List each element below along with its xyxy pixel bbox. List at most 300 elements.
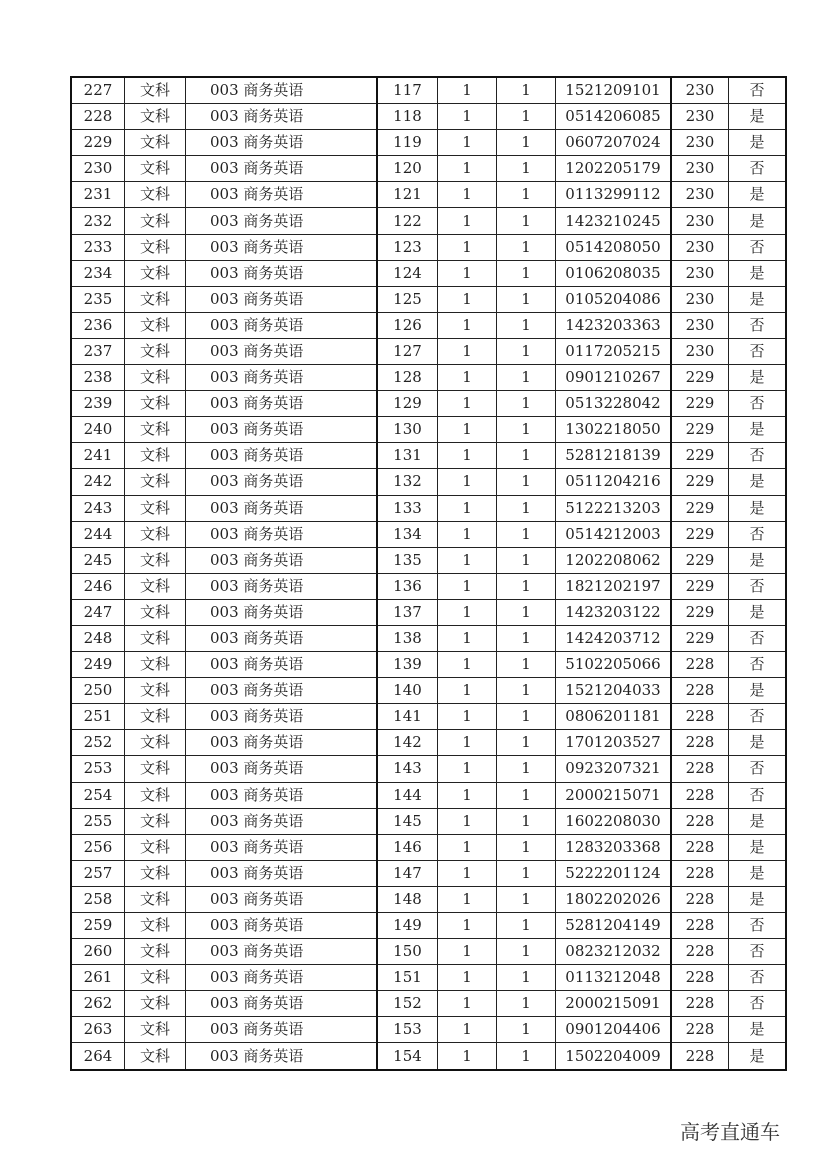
cell-col5: 1 [438,365,497,391]
subject-category: 文科 [125,913,186,939]
flag: 否 [729,913,787,939]
score: 228 [671,730,729,756]
candidate-id: 5122213203 [556,495,672,521]
major: 003 商务英语 [186,104,378,130]
subject-category: 文科 [125,782,186,808]
candidate-id: 0513228042 [556,391,672,417]
cell-col6: 1 [497,599,556,625]
row-number: 248 [71,625,125,651]
score: 230 [671,260,729,286]
subject-category: 文科 [125,469,186,495]
row-number: 236 [71,312,125,338]
major: 003 商务英语 [186,782,378,808]
cell-col6: 1 [497,156,556,182]
cell-col5: 1 [438,469,497,495]
cell-col6: 1 [497,678,556,704]
row-number: 259 [71,913,125,939]
candidate-id: 0901210267 [556,365,672,391]
major-rank: 125 [377,286,438,312]
cell-col5: 1 [438,443,497,469]
major-rank: 154 [377,1043,438,1070]
cell-col5: 1 [438,521,497,547]
row-number: 256 [71,834,125,860]
major-rank: 149 [377,913,438,939]
major-rank: 143 [377,756,438,782]
major: 003 商务英语 [186,573,378,599]
score: 229 [671,365,729,391]
subject-category: 文科 [125,521,186,547]
cell-col5: 1 [438,547,497,573]
cell-col5: 1 [438,391,497,417]
score: 228 [671,939,729,965]
major-rank: 136 [377,573,438,599]
row-number: 246 [71,573,125,599]
cell-col5: 1 [438,573,497,599]
flag: 否 [729,652,787,678]
table-row [71,234,786,260]
major: 003 商务英语 [186,730,378,756]
row-number: 260 [71,939,125,965]
score: 228 [671,913,729,939]
subject-category: 文科 [125,77,186,104]
flag: 否 [729,756,787,782]
major-rank: 134 [377,521,438,547]
flag: 否 [729,625,787,651]
major-rank: 146 [377,834,438,860]
subject-category: 文科 [125,365,186,391]
cell-col6: 1 [497,625,556,651]
cell-col5: 1 [438,286,497,312]
flag: 否 [729,965,787,991]
cell-col5: 1 [438,208,497,234]
cell-col6: 1 [497,234,556,260]
cell-col5: 1 [438,260,497,286]
cell-col5: 1 [438,913,497,939]
table-row [71,130,786,156]
table-row [71,156,786,182]
subject-category: 文科 [125,130,186,156]
subject-category: 文科 [125,808,186,834]
cell-col6: 1 [497,573,556,599]
major: 003 商务英语 [186,365,378,391]
cell-col6: 1 [497,312,556,338]
candidate-id: 1521204033 [556,678,672,704]
major-rank: 130 [377,417,438,443]
major-rank: 120 [377,156,438,182]
row-number: 242 [71,469,125,495]
score: 229 [671,521,729,547]
flag: 是 [729,182,787,208]
row-number: 237 [71,338,125,364]
cell-col6: 1 [497,991,556,1017]
subject-category: 文科 [125,860,186,886]
candidate-id: 0806201181 [556,704,672,730]
subject-category: 文科 [125,991,186,1017]
cell-col5: 1 [438,104,497,130]
flag: 否 [729,704,787,730]
cell-col5: 1 [438,417,497,443]
table-row [71,860,786,886]
subject-category: 文科 [125,704,186,730]
major: 003 商务英语 [186,965,378,991]
flag: 是 [729,886,787,912]
major: 003 商务英语 [186,808,378,834]
row-number: 243 [71,495,125,521]
flag: 否 [729,156,787,182]
cell-col5: 1 [438,652,497,678]
cell-col6: 1 [497,286,556,312]
score: 229 [671,573,729,599]
candidate-id: 0113212048 [556,965,672,991]
cell-col6: 1 [497,495,556,521]
subject-category: 文科 [125,1043,186,1070]
cell-col5: 1 [438,756,497,782]
score: 228 [671,860,729,886]
major: 003 商务英语 [186,208,378,234]
cell-col6: 1 [497,913,556,939]
major-rank: 140 [377,678,438,704]
row-number: 262 [71,991,125,1017]
flag: 是 [729,730,787,756]
major: 003 商务英语 [186,860,378,886]
row-number: 244 [71,521,125,547]
cell-col6: 1 [497,782,556,808]
score: 229 [671,417,729,443]
table-row [71,730,786,756]
subject-category: 文科 [125,338,186,364]
score: 230 [671,156,729,182]
cell-col6: 1 [497,130,556,156]
flag: 是 [729,678,787,704]
score: 230 [671,312,729,338]
row-number: 255 [71,808,125,834]
subject-category: 文科 [125,573,186,599]
row-number: 230 [71,156,125,182]
table-row [71,573,786,599]
table-row [71,1043,786,1070]
table-row [71,104,786,130]
table-row [71,77,786,104]
major: 003 商务英语 [186,312,378,338]
major-rank: 139 [377,652,438,678]
cell-col5: 1 [438,495,497,521]
major: 003 商务英语 [186,443,378,469]
row-number: 263 [71,1017,125,1043]
subject-category: 文科 [125,443,186,469]
flag: 是 [729,860,787,886]
flag: 否 [729,391,787,417]
subject-category: 文科 [125,652,186,678]
row-number: 254 [71,782,125,808]
major-rank: 118 [377,104,438,130]
row-number: 241 [71,443,125,469]
score: 229 [671,547,729,573]
subject-category: 文科 [125,234,186,260]
major: 003 商务英语 [186,913,378,939]
subject-category: 文科 [125,286,186,312]
row-number: 250 [71,678,125,704]
score: 230 [671,182,729,208]
table-row [71,652,786,678]
major-rank: 129 [377,391,438,417]
cell-col6: 1 [497,704,556,730]
cell-col6: 1 [497,391,556,417]
flag: 是 [729,286,787,312]
cell-col5: 1 [438,704,497,730]
flag: 否 [729,521,787,547]
major: 003 商务英语 [186,1017,378,1043]
table-row [71,521,786,547]
cell-col5: 1 [438,834,497,860]
major-rank: 144 [377,782,438,808]
candidate-id: 1802202026 [556,886,672,912]
score: 229 [671,469,729,495]
cell-col5: 1 [438,678,497,704]
cell-col6: 1 [497,756,556,782]
major: 003 商务英语 [186,469,378,495]
table-row [71,678,786,704]
subject-category: 文科 [125,208,186,234]
major-rank: 150 [377,939,438,965]
row-number: 257 [71,860,125,886]
score: 228 [671,1043,729,1070]
major: 003 商务英语 [186,834,378,860]
cell-col5: 1 [438,338,497,364]
flag: 是 [729,599,787,625]
cell-col6: 1 [497,808,556,834]
row-number: 234 [71,260,125,286]
major: 003 商务英语 [186,130,378,156]
flag: 否 [729,234,787,260]
flag: 否 [729,77,787,104]
score: 230 [671,104,729,130]
table-row [71,939,786,965]
major: 003 商务英语 [186,495,378,521]
major: 003 商务英语 [186,182,378,208]
candidate-id: 1423210245 [556,208,672,234]
major-rank: 142 [377,730,438,756]
major-rank: 117 [377,77,438,104]
cell-col5: 1 [438,130,497,156]
cell-col6: 1 [497,443,556,469]
score: 228 [671,886,729,912]
subject-category: 文科 [125,156,186,182]
candidate-id: 0117205215 [556,338,672,364]
flag: 否 [729,338,787,364]
cell-col5: 1 [438,625,497,651]
row-number: 229 [71,130,125,156]
flag: 是 [729,208,787,234]
cell-col6: 1 [497,338,556,364]
row-number: 231 [71,182,125,208]
major-rank: 123 [377,234,438,260]
cell-col5: 1 [438,312,497,338]
flag: 是 [729,104,787,130]
table-body [71,77,786,1070]
candidate-id: 0823212032 [556,939,672,965]
table-row [71,782,786,808]
subject-category: 文科 [125,495,186,521]
cell-col6: 1 [497,652,556,678]
major-rank: 145 [377,808,438,834]
table-row [71,547,786,573]
row-number: 251 [71,704,125,730]
cell-col6: 1 [497,208,556,234]
table-row [71,182,786,208]
flag: 是 [729,417,787,443]
major-rank: 119 [377,130,438,156]
candidate-id: 5222201124 [556,860,672,886]
row-number: 252 [71,730,125,756]
table-row [71,443,786,469]
major-rank: 135 [377,547,438,573]
candidate-id: 0514208050 [556,234,672,260]
table-row [71,365,786,391]
candidate-id: 1424203712 [556,625,672,651]
subject-category: 文科 [125,391,186,417]
row-number: 235 [71,286,125,312]
score: 230 [671,130,729,156]
subject-category: 文科 [125,260,186,286]
flag: 是 [729,365,787,391]
major-rank: 126 [377,312,438,338]
major: 003 商务英语 [186,391,378,417]
flag: 是 [729,1043,787,1070]
cell-col5: 1 [438,1017,497,1043]
candidate-id: 0923207321 [556,756,672,782]
flag: 是 [729,495,787,521]
subject-category: 文科 [125,625,186,651]
candidate-id: 1521209101 [556,77,672,104]
subject-category: 文科 [125,939,186,965]
flag: 否 [729,573,787,599]
row-number: 239 [71,391,125,417]
major: 003 商务英语 [186,260,378,286]
score: 228 [671,652,729,678]
major: 003 商务英语 [186,338,378,364]
row-number: 247 [71,599,125,625]
subject-category: 文科 [125,756,186,782]
table-row [71,965,786,991]
major: 003 商务英语 [186,939,378,965]
cell-col6: 1 [497,939,556,965]
flag: 是 [729,808,787,834]
major-rank: 127 [377,338,438,364]
major: 003 商务英语 [186,756,378,782]
cell-col6: 1 [497,886,556,912]
cell-col6: 1 [497,77,556,104]
major: 003 商务英语 [186,678,378,704]
cell-col5: 1 [438,860,497,886]
major: 003 商务英语 [186,652,378,678]
cell-col6: 1 [497,1043,556,1070]
cell-col6: 1 [497,182,556,208]
major: 003 商务英语 [186,625,378,651]
cell-col5: 1 [438,77,497,104]
score: 228 [671,678,729,704]
subject-category: 文科 [125,599,186,625]
candidate-id: 0113299112 [556,182,672,208]
table-row [71,808,786,834]
table-row [71,599,786,625]
score: 229 [671,599,729,625]
row-number: 245 [71,547,125,573]
flag: 否 [729,939,787,965]
major-rank: 133 [377,495,438,521]
row-number: 249 [71,652,125,678]
candidate-id: 0105204086 [556,286,672,312]
admission-table [70,76,787,1071]
candidate-id: 5102205066 [556,652,672,678]
score: 228 [671,1017,729,1043]
major-rank: 131 [377,443,438,469]
table-row [71,704,786,730]
candidate-id: 5281218139 [556,443,672,469]
row-number: 264 [71,1043,125,1070]
major-rank: 121 [377,182,438,208]
candidate-id: 0106208035 [556,260,672,286]
candidate-id: 1423203363 [556,312,672,338]
subject-category: 文科 [125,965,186,991]
cell-col5: 1 [438,156,497,182]
score: 230 [671,234,729,260]
cell-col6: 1 [497,547,556,573]
score: 229 [671,625,729,651]
candidate-id: 1302218050 [556,417,672,443]
score: 228 [671,756,729,782]
table-row [71,391,786,417]
row-number: 228 [71,104,125,130]
score: 230 [671,77,729,104]
major: 003 商务英语 [186,286,378,312]
row-number: 253 [71,756,125,782]
flag: 否 [729,991,787,1017]
row-number: 232 [71,208,125,234]
subject-category: 文科 [125,1017,186,1043]
table-row [71,417,786,443]
major: 003 商务英语 [186,417,378,443]
major-rank: 132 [377,469,438,495]
major-rank: 128 [377,365,438,391]
candidate-id: 1502204009 [556,1043,672,1070]
row-number: 240 [71,417,125,443]
cell-col6: 1 [497,1017,556,1043]
subject-category: 文科 [125,834,186,860]
table-row [71,338,786,364]
flag: 否 [729,443,787,469]
major: 003 商务英语 [186,991,378,1017]
cell-col6: 1 [497,860,556,886]
row-number: 238 [71,365,125,391]
table-row [71,286,786,312]
candidate-id: 1701203527 [556,730,672,756]
score: 230 [671,338,729,364]
cell-col5: 1 [438,730,497,756]
candidate-id: 1283203368 [556,834,672,860]
subject-category: 文科 [125,547,186,573]
cell-col6: 1 [497,730,556,756]
score: 229 [671,443,729,469]
major-rank: 153 [377,1017,438,1043]
table-row [71,913,786,939]
cell-col6: 1 [497,365,556,391]
major: 003 商务英语 [186,599,378,625]
cell-col6: 1 [497,965,556,991]
flag: 是 [729,469,787,495]
score: 228 [671,991,729,1017]
subject-category: 文科 [125,104,186,130]
major: 003 商务英语 [186,547,378,573]
